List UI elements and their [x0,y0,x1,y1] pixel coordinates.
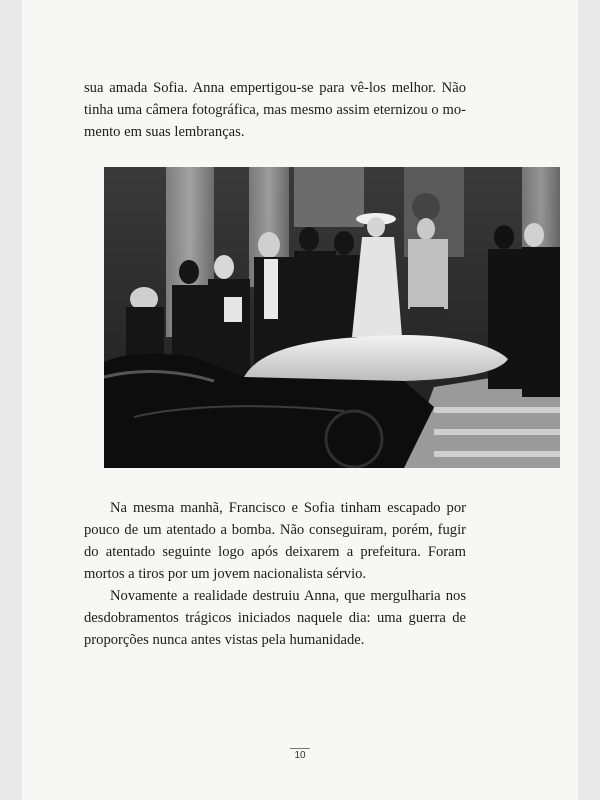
historical-photograph [104,167,560,468]
text-line: pouco de um atentado a bomba. Não conseguiram, porém, fugir [84,522,466,538]
text-line: proporções nunca antes vistas pela humanidade. [84,632,365,648]
text-line: Novamente a realidade destruiu Anna, que mergulharia nos [110,588,466,604]
paragraph-top [84,77,466,143]
text-line: tinha uma câmera fotográfica, mas mesmo assim eternizou o mo- [84,102,466,118]
text-line: desdobramentos trágicos iniciados naquele dia: uma guerra de [84,610,466,626]
text-line: mortos a tiros por um jovem nacionalista sérvio. [84,566,367,582]
text-line: do atentado seguinte logo após deixarem a prefeitura. Foram [84,544,466,560]
text-line: sua amada Sofia. Anna empertigou-se para vê-los melhor. Não [84,80,466,96]
page-number-label: 10 [290,748,309,761]
paragraph-middle [84,497,466,585]
text-line: Na mesma manhã, Francisco e Sofia tinham escapado por [110,500,466,516]
text-line: mento em suas lembranças. [84,124,245,140]
paragraph-bottom [84,585,466,651]
photo-illustration [104,167,560,468]
page-number [0,750,600,761]
